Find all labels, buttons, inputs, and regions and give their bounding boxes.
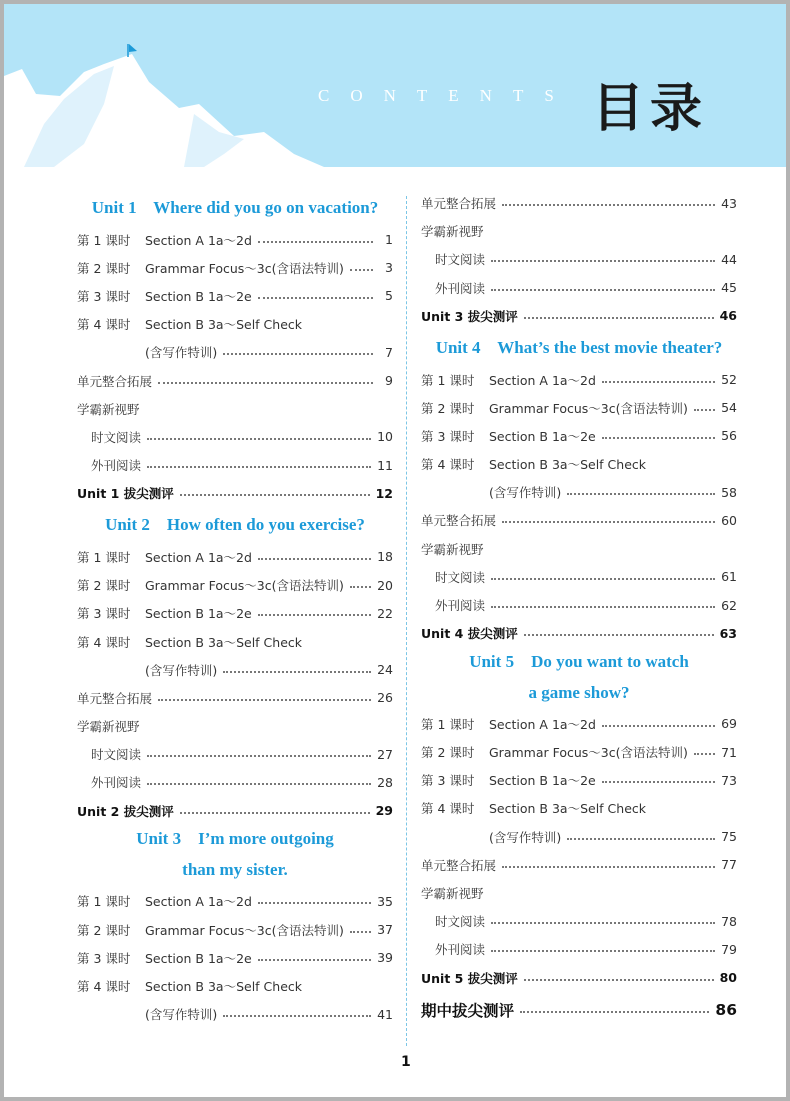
- entry-title: Unit 5 拔尖测评: [421, 970, 518, 986]
- entry-title: Grammar Focus～3c(含语法特训): [145, 922, 344, 938]
- lesson-label: 第 3 课时: [77, 606, 131, 622]
- page-ref: 45: [721, 280, 737, 296]
- page-ref: 62: [721, 597, 737, 613]
- dot-leader: [258, 297, 373, 299]
- lesson-label: 第 2 课时: [421, 400, 475, 416]
- page-ref: 56: [721, 428, 737, 444]
- entry-title: Section A 1a～2d: [489, 372, 596, 388]
- toc-entry[interactable]: [421, 365, 737, 393]
- entry-title: Section B 3a～Self Check: [145, 634, 303, 650]
- toc-entry[interactable]: [421, 794, 737, 822]
- dot-leader: [694, 409, 715, 411]
- dot-leader: [567, 493, 715, 495]
- entry-title: (含写作特训): [145, 662, 218, 678]
- page-ref: 5: [385, 288, 393, 304]
- dot-leader: [491, 606, 715, 608]
- page-ref: 35: [377, 893, 393, 909]
- toc-entry[interactable]: [421, 563, 737, 591]
- entry-title: Grammar Focus～3c(含语法特训): [489, 745, 688, 761]
- entry-title: Section B 1a～2e: [145, 288, 252, 304]
- toc-entry[interactable]: [421, 851, 737, 879]
- page-ref: 27: [377, 746, 393, 762]
- entry-title: Section B 1a～2e: [145, 606, 252, 622]
- page-ref: 63: [719, 625, 737, 641]
- toc-entry[interactable]: [421, 535, 737, 563]
- entry-title: 学霸新视野: [421, 224, 484, 240]
- lesson-label: 第 4 课时: [77, 978, 131, 994]
- toc-entry[interactable]: [77, 338, 393, 366]
- toc-page: [4, 4, 786, 1097]
- lesson-label: 第 4 课时: [421, 457, 475, 473]
- dot-leader: [223, 1015, 371, 1017]
- page-ref: 3: [385, 260, 393, 276]
- toc-entry[interactable]: [77, 627, 393, 655]
- toc-entry[interactable]: [77, 915, 393, 943]
- page-ref: 1: [385, 232, 393, 248]
- unit-title: Unit 2 How often do you exercise?: [105, 515, 365, 535]
- toc-entry[interactable]: [77, 1000, 393, 1028]
- entry-title: Unit 1 拔尖测评: [77, 486, 174, 502]
- entry-title: 外刊阅读: [435, 598, 486, 614]
- toc-entry[interactable]: [77, 887, 393, 915]
- dot-leader: [147, 783, 371, 785]
- page-ref: 22: [377, 605, 393, 621]
- toc-entry[interactable]: [421, 591, 737, 619]
- page-ref: 58: [721, 484, 737, 500]
- dot-leader: [602, 725, 715, 727]
- entry-title: Unit 4 拔尖测评: [421, 626, 518, 642]
- toc-entry[interactable]: [421, 823, 737, 851]
- toc-entry[interactable]: [77, 944, 393, 972]
- toc-entry[interactable]: [421, 394, 737, 422]
- toc-left-column: [77, 190, 393, 1028]
- toc-entry[interactable]: [77, 451, 393, 479]
- dot-leader: [520, 1011, 709, 1013]
- page-ref: 41: [377, 1006, 393, 1022]
- lesson-label: 第 3 课时: [77, 288, 131, 304]
- toc-entry[interactable]: [77, 479, 393, 507]
- entry-title: 学霸新视野: [421, 541, 484, 557]
- dot-leader: [524, 979, 714, 981]
- entry-title: Grammar Focus～3c(含语法特训): [489, 400, 688, 416]
- lesson-label: 第 1 课时: [421, 716, 475, 732]
- entry-title: (含写作特训): [145, 1007, 218, 1023]
- dot-leader: [350, 586, 371, 588]
- page-ref: 75: [721, 829, 737, 845]
- entry-title: Section B 3a～Self Check: [489, 457, 647, 473]
- toc-entry[interactable]: [77, 571, 393, 599]
- toc-entry[interactable]: [77, 656, 393, 684]
- page-ref: 29: [375, 803, 393, 819]
- page-ref: 18: [377, 549, 393, 565]
- entry-title: (含写作特训): [489, 829, 562, 845]
- toc-entry[interactable]: [77, 395, 393, 423]
- toc-entry[interactable]: [77, 423, 393, 451]
- unit-title: Unit 3 I’m more outgoing: [136, 829, 334, 848]
- toc-entry[interactable]: [421, 422, 737, 450]
- unit-title: Unit 5 Do you want to watch: [469, 651, 689, 671]
- toc-entry[interactable]: [77, 768, 393, 796]
- dot-leader: [491, 578, 715, 580]
- toc-right-column: [421, 189, 737, 1028]
- dot-leader: [147, 438, 371, 440]
- dot-leader: [491, 950, 715, 952]
- dot-leader: [694, 753, 715, 755]
- entry-title: 时文阅读: [91, 747, 142, 763]
- entry-title: Section B 3a～Self Check: [145, 978, 303, 994]
- dot-leader: [223, 671, 371, 673]
- entry-title: (含写作特训): [145, 345, 218, 361]
- entry-title: Section A 1a～2d: [145, 232, 252, 248]
- entry-title: Unit 2 拔尖测评: [77, 803, 174, 819]
- entry-title: 外刊阅读: [435, 280, 486, 296]
- dot-leader: [524, 634, 714, 636]
- page-ref: 43: [721, 195, 737, 211]
- toc-entry[interactable]: [421, 274, 737, 302]
- page-ref: 60: [721, 512, 737, 528]
- page-ref: 54: [721, 400, 737, 416]
- entry-title: Grammar Focus～3c(含语法特训): [145, 260, 344, 276]
- dot-leader: [502, 204, 715, 206]
- dot-leader: [158, 382, 373, 384]
- dot-leader: [524, 317, 714, 319]
- dot-leader: [491, 922, 715, 924]
- entry-title: Section B 1a～2e: [489, 428, 596, 444]
- toc-entry[interactable]: [77, 797, 393, 825]
- page-ref: 10: [377, 429, 393, 445]
- lesson-label: 第 4 课时: [77, 634, 131, 650]
- lesson-label: 第 1 课时: [77, 549, 131, 565]
- dot-leader: [180, 812, 370, 814]
- lesson-label: 第 4 课时: [77, 317, 131, 333]
- toc-entry[interactable]: [421, 189, 737, 217]
- page-ref: 77: [721, 857, 737, 873]
- entry-title: 外刊阅读: [91, 775, 142, 791]
- toc-entry[interactable]: [77, 282, 393, 310]
- lesson-label: 第 1 课时: [77, 894, 131, 910]
- page-ref: 80: [719, 970, 737, 986]
- lesson-label: 第 3 课时: [421, 428, 475, 444]
- toc-entry[interactable]: [421, 964, 737, 992]
- toc-entry[interactable]: [421, 217, 737, 245]
- unit-title: a game show?: [528, 682, 630, 702]
- entry-title: Unit 3 拔尖测评: [421, 308, 518, 324]
- entry-title: Section B 1a～2e: [145, 950, 252, 966]
- page-ref: 26: [377, 690, 393, 706]
- toc-entry[interactable]: [421, 245, 737, 273]
- page-ref: 52: [721, 372, 737, 388]
- lesson-label: 第 4 课时: [421, 801, 475, 817]
- dot-leader: [258, 614, 371, 616]
- toc-entry[interactable]: [77, 972, 393, 1000]
- unit-title: Unit 1 Where did you go on vacation?: [91, 197, 379, 217]
- entry-title: Section B 1a～2e: [489, 773, 596, 789]
- toc-entry[interactable]: [77, 366, 393, 394]
- page-ref: 86: [715, 1000, 737, 1019]
- unit-title: Unit 4 What’s the best movie theater?: [435, 337, 723, 357]
- toc-entry[interactable]: [421, 992, 737, 1028]
- entry-title: 外刊阅读: [435, 942, 486, 958]
- page-ref: 61: [721, 569, 737, 585]
- flag-icon: [129, 44, 137, 52]
- entry-title: 单元整合拓展: [421, 513, 497, 529]
- entry-title: 单元整合拓展: [421, 196, 497, 212]
- toc-entry[interactable]: [77, 599, 393, 627]
- toc-entry[interactable]: [421, 935, 737, 963]
- lesson-label: 第 1 课时: [421, 372, 475, 388]
- lesson-label: 第 2 课时: [77, 922, 131, 938]
- page-ref: 37: [377, 922, 393, 938]
- page-ref: 11: [377, 457, 393, 473]
- dot-leader: [502, 521, 715, 523]
- toc-entry[interactable]: [421, 478, 737, 506]
- dot-leader: [350, 931, 371, 933]
- dot-leader: [502, 866, 715, 868]
- lesson-label: 第 2 课时: [421, 745, 475, 761]
- entry-title: 单元整合拓展: [77, 690, 153, 706]
- entry-title: Section B 3a～Self Check: [145, 317, 303, 333]
- page-ref: 79: [721, 941, 737, 957]
- toc-entry[interactable]: [77, 226, 393, 254]
- page-ref: 78: [721, 913, 737, 929]
- dot-leader: [147, 755, 371, 757]
- page-ref: 24: [377, 662, 393, 678]
- page-number: 1: [401, 1054, 411, 1070]
- toc-entry[interactable]: [77, 740, 393, 768]
- dot-leader: [567, 838, 715, 840]
- toc-entry[interactable]: [77, 712, 393, 740]
- toc-entry[interactable]: [421, 506, 737, 534]
- toc-entry[interactable]: [421, 766, 737, 794]
- toc-entry[interactable]: [77, 684, 393, 712]
- entry-title: (含写作特训): [489, 485, 562, 501]
- dot-leader: [258, 241, 373, 243]
- toc-entry[interactable]: [77, 254, 393, 282]
- dot-leader: [258, 902, 371, 904]
- dot-leader: [491, 289, 715, 291]
- entry-title: Grammar Focus～3c(含语法特训): [145, 578, 344, 594]
- entry-title: Section A 1a～2d: [489, 716, 596, 732]
- dot-leader: [158, 699, 371, 701]
- page-title: 目录: [592, 79, 709, 139]
- toc-entry[interactable]: [421, 302, 737, 330]
- toc-entry[interactable]: [421, 450, 737, 478]
- unit-title: than my sister.: [182, 860, 288, 880]
- dot-leader: [602, 437, 715, 439]
- toc-entry[interactable]: [421, 619, 737, 647]
- entry-title: 单元整合拓展: [77, 373, 153, 389]
- lesson-label: 第 3 课时: [77, 950, 131, 966]
- entry-title: Section B 3a～Self Check: [489, 801, 647, 817]
- toc-entry[interactable]: [421, 710, 737, 738]
- dot-leader: [147, 466, 371, 468]
- toc-entry[interactable]: [421, 879, 737, 907]
- toc-entry[interactable]: [77, 543, 393, 571]
- dot-leader: [223, 353, 373, 355]
- entry-title: 时文阅读: [435, 914, 486, 930]
- dot-leader: [258, 558, 371, 560]
- dot-leader: [602, 781, 715, 783]
- dot-leader: [350, 269, 373, 271]
- page-ref: 71: [721, 744, 737, 760]
- entry-title: 时文阅读: [435, 569, 486, 585]
- page-ref: 20: [377, 577, 393, 593]
- header-banner: [4, 4, 786, 167]
- lesson-label: 第 2 课时: [77, 260, 131, 276]
- entry-title: 学霸新视野: [421, 886, 484, 902]
- page-ref: 44: [721, 251, 737, 267]
- dot-leader: [258, 959, 371, 961]
- entry-title: 外刊阅读: [91, 458, 142, 474]
- toc-entry[interactable]: [421, 738, 737, 766]
- dot-leader: [180, 494, 370, 496]
- page-ref: 28: [377, 774, 393, 790]
- entry-title: Section A 1a～2d: [145, 894, 252, 910]
- dot-leader: [602, 381, 715, 383]
- entry-title: 学霸新视野: [77, 719, 140, 735]
- lesson-label: 第 2 课时: [77, 578, 131, 594]
- entry-title: Section A 1a～2d: [145, 549, 252, 565]
- page-ref: 73: [721, 772, 737, 788]
- entry-title: 学霸新视野: [77, 401, 140, 417]
- entry-title: 期中拔尖测评: [421, 1001, 515, 1020]
- lesson-label: 第 1 课时: [77, 232, 131, 248]
- entry-title: 时文阅读: [435, 252, 486, 268]
- page-ref: 12: [375, 485, 393, 501]
- toc-entry[interactable]: [421, 907, 737, 935]
- column-divider: [406, 196, 407, 1046]
- page-ref: 69: [721, 716, 737, 732]
- page-ref: 7: [385, 344, 393, 360]
- page-ref: 39: [377, 950, 393, 966]
- contents-label: CONTENTS: [318, 86, 575, 105]
- lesson-label: 第 3 课时: [421, 773, 475, 789]
- entry-title: 单元整合拓展: [421, 857, 497, 873]
- page-ref: 46: [719, 308, 737, 324]
- entry-title: 时文阅读: [91, 429, 142, 445]
- toc-entry[interactable]: [77, 310, 393, 338]
- page-ref: 9: [385, 373, 393, 389]
- dot-leader: [491, 260, 715, 262]
